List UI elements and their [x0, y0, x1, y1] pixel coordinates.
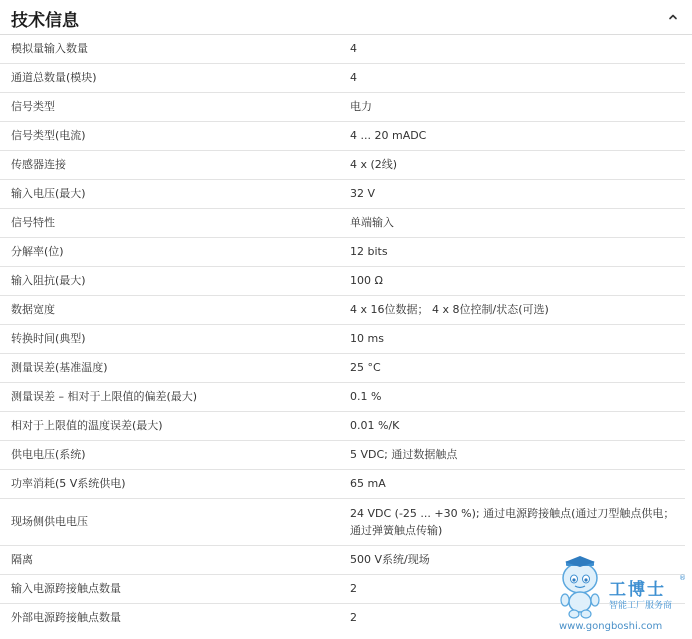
spec-row	[0, 93, 685, 122]
spec-row	[0, 35, 685, 64]
spec-label: 相对于上限值的温度误差(最大)	[11, 419, 163, 432]
spec-row	[0, 383, 685, 412]
spec-row	[0, 412, 685, 441]
spec-value: 32 V	[350, 187, 376, 200]
spec-value: 0.01 %/K	[350, 419, 400, 432]
spec-label: 模拟量输入数量	[11, 42, 88, 55]
watermark-registered: ®	[679, 574, 686, 582]
spec-value: 电力	[350, 100, 372, 113]
spec-value: 0.1 %	[350, 390, 382, 403]
spec-row	[0, 546, 685, 575]
spec-value: 100 Ω	[350, 274, 383, 287]
spec-label: 输入电压(最大)	[11, 187, 86, 200]
spec-label: 通道总数量(模块)	[11, 71, 97, 84]
spec-label: 现场侧供电电压	[11, 515, 88, 528]
spec-label: 信号类型(电流)	[11, 129, 86, 142]
spec-label: 信号特性	[11, 216, 55, 229]
spec-row	[0, 441, 685, 470]
spec-label: 外部电源跨接触点数量	[11, 611, 121, 624]
spec-row	[0, 470, 685, 499]
spec-value: 单端输入	[350, 216, 394, 229]
spec-row	[0, 151, 685, 180]
spec-label: 测量误差 – 相对于上限值的偏差(最大)	[11, 390, 198, 403]
spec-label: 隔离	[11, 553, 33, 566]
spec-value: 10 ms	[350, 332, 384, 345]
spec-row	[0, 296, 685, 325]
spec-label: 数据宽度	[11, 303, 55, 316]
spec-value: 25 °C	[350, 361, 381, 374]
watermark-url: www.gongboshi.com	[559, 621, 663, 632]
spec-row	[0, 238, 685, 267]
watermark-subtitle: 智能工厂服务商	[609, 601, 673, 611]
spec-label: 输入电源跨接触点数量	[11, 582, 121, 595]
spec-value: 12 bits	[350, 245, 388, 258]
spec-row	[0, 325, 685, 354]
spec-value: 4	[350, 42, 357, 55]
spec-row	[0, 354, 685, 383]
spec-value: 4 ... 20 mADC	[350, 129, 427, 142]
spec-value: 500 V系统/现场	[350, 553, 430, 566]
section-title: 技术信息	[11, 11, 79, 31]
spec-row	[0, 575, 685, 604]
spec-value: 4	[350, 71, 357, 84]
spec-value: 2	[350, 611, 357, 624]
spec-row	[0, 64, 685, 93]
spec-row	[0, 604, 685, 632]
spec-label: 信号类型	[11, 100, 55, 113]
spec-row	[0, 267, 685, 296]
spec-row	[0, 499, 685, 546]
spec-row	[0, 122, 685, 151]
spec-label: 供电电压(系统)	[11, 448, 86, 461]
spec-row	[0, 209, 685, 238]
spec-value: 5 VDC; 通过数据触点	[350, 448, 458, 461]
spec-label: 分解率(位)	[11, 245, 64, 258]
chevron-up-icon[interactable]	[666, 9, 680, 23]
spec-label: 输入阻抗(最大)	[11, 274, 86, 287]
spec-label: 功率消耗(5 V系统供电)	[11, 477, 126, 490]
spec-row	[0, 180, 685, 209]
spec-value: 4 x (2线)	[350, 158, 398, 171]
spec-label: 传感器连接	[11, 158, 66, 171]
spec-label: 转换时间(典型)	[11, 332, 86, 345]
spec-label: 测量误差(基准温度)	[11, 361, 108, 374]
spec-value: 4 x 16位数据； 4 x 8位控制/状态(可选)	[350, 303, 549, 316]
spec-table	[0, 35, 685, 632]
watermark-brand: 工博士	[609, 580, 666, 600]
spec-value: 2	[350, 582, 357, 595]
spec-value: 65 mA	[350, 477, 386, 490]
section-header[interactable]	[0, 0, 692, 35]
spec-value: 24 VDC (-25 ... +30 %); 通过电源跨接触点(通过刀型触点供电； 通过弹簧触点传输)	[350, 507, 675, 537]
